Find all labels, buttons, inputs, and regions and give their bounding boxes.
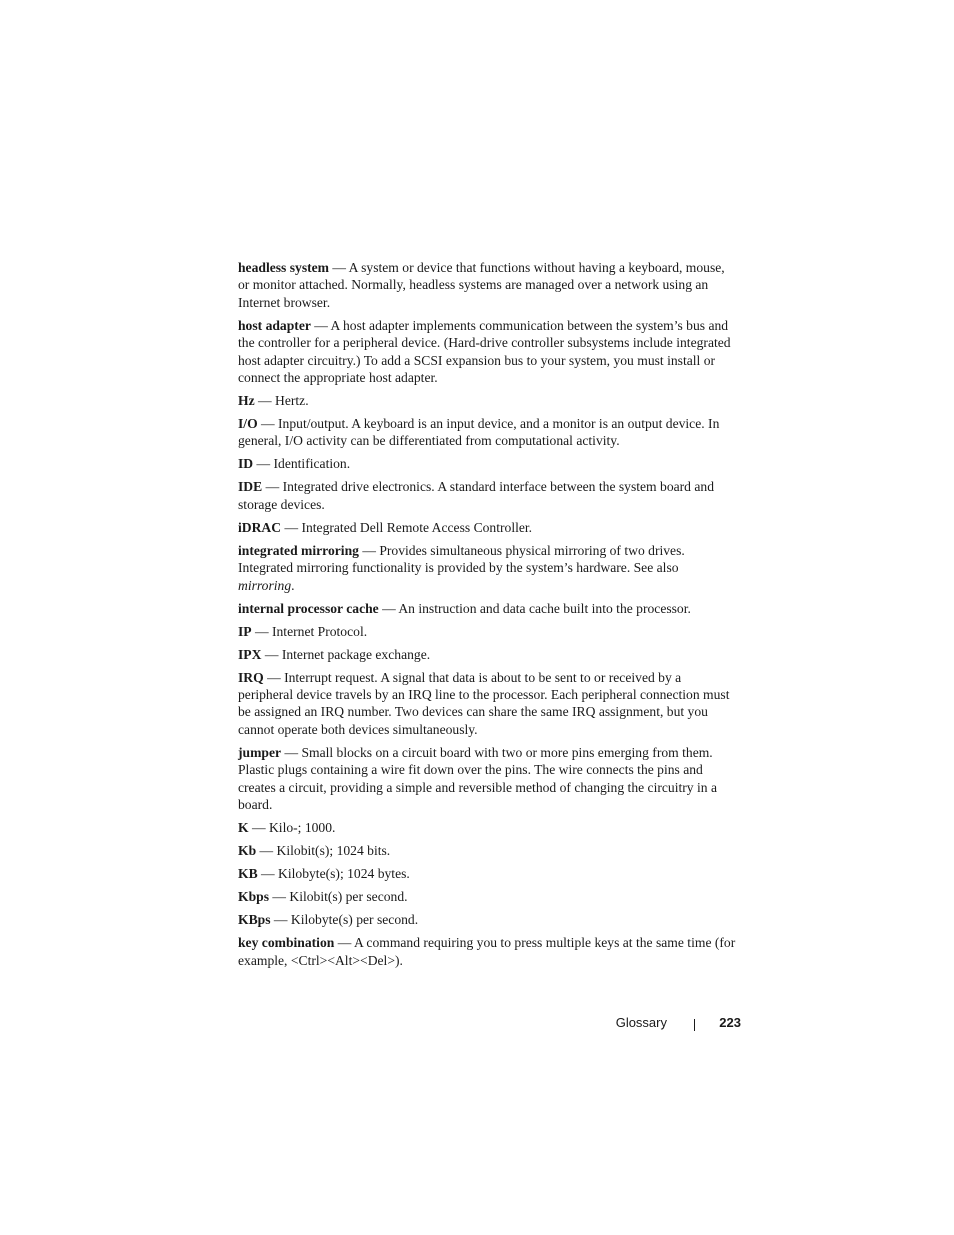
page-footer — [560, 1015, 741, 1035]
term: Kbps — [238, 889, 269, 905]
glossary-entry-io — [238, 415, 738, 450]
term: KB — [238, 866, 258, 882]
term: ID — [238, 456, 254, 472]
glossary-list — [238, 259, 738, 975]
glossary-entry-key-combination — [238, 934, 738, 969]
glossary-entry-hz — [238, 392, 738, 409]
glossary-entry-host-adapter — [238, 317, 738, 387]
glossary-entry-internal-processor-cache — [238, 600, 738, 617]
definition: — A host adapter implements communication between the system’s bus and the controller for a peripheral device. (Hard-drive controller subsystems include integrated host adapter circuitry.) To add a SCSI expansion bus to your system, you must install or connect the appropriate host adapter. — [238, 317, 731, 386]
see-also-reference: mirroring — [238, 577, 292, 593]
definition: — Input/output. A keyboard is an input device, and a monitor is an output device. In general, I/O activity can be differentiated from computational activity. — [238, 416, 720, 449]
glossary-entry-kb-bytes — [238, 865, 738, 882]
term: IP — [238, 623, 252, 639]
glossary-entry-ip — [238, 623, 738, 640]
term: internal processor cache — [238, 600, 379, 616]
term: headless system — [238, 260, 330, 275]
term: K — [238, 820, 249, 836]
definition: — Interrupt request. A signal that data is about to be sent to or received by a peripheral device travels by an IRQ line to the processor. Each peripheral connection must be assigned an IRQ number. Two devices can share the same IRQ assignment, but you cannot operate both devices simultaneously. — [238, 669, 730, 737]
definition: — Hertz. — [254, 393, 309, 409]
definition: — Internet package exchange. — [261, 646, 431, 662]
definition-end: . — [291, 577, 295, 593]
glossary-entry-jumper — [238, 744, 738, 814]
glossary-entry-id — [238, 455, 738, 472]
definition: — A command requiring you to press multiple keys at the same time (for example, <Ctrl><Alt><Del>). — [238, 935, 736, 968]
definition: — Integrated drive electronics. A standard interface between the system board and storage devices. — [238, 479, 715, 512]
definition: — Kilobit(s); 1024 bits. — [256, 843, 391, 859]
term: IPX — [238, 646, 262, 662]
glossary-entry-kb-bits — [238, 842, 738, 859]
definition: — An instruction and data cache built into the processor. — [378, 600, 691, 616]
term: key combination — [238, 935, 335, 951]
glossary-entry-irq — [238, 669, 738, 739]
definition: — A system or device that functions without having a keyboard, mouse, or monitor attached. Normally, headless systems are managed over a network using an Internet browser. — [238, 260, 725, 310]
glossary-entry-ide — [238, 478, 738, 513]
term: KBps — [238, 912, 271, 928]
term: IRQ — [238, 669, 264, 685]
glossary-entry-ipx — [238, 646, 738, 663]
glossary-entry-kbps-bytes — [238, 911, 738, 928]
term: host adapter — [238, 317, 311, 333]
term: IDE — [238, 479, 263, 495]
glossary-entry-integrated-mirroring — [238, 542, 738, 594]
glossary-entry-kbps-bits — [238, 888, 738, 905]
term: iDRAC — [238, 519, 282, 535]
glossary-entry-idrac — [238, 519, 738, 536]
term: I/O — [238, 416, 258, 432]
term: Hz — [238, 393, 255, 409]
definition: — Integrated Dell Remote Access Controller. — [281, 519, 533, 535]
definition: — Kilobit(s) per second. — [268, 889, 408, 905]
term: jumper — [238, 744, 282, 760]
definition: — Kilobyte(s); 1024 bytes. — [257, 866, 410, 882]
footer-section-title: Glossary — [615, 1015, 667, 1030]
term: integrated mirroring — [238, 542, 359, 558]
term: Kb — [238, 843, 257, 859]
definition: — Small blocks on a circuit board with two or more pins emerging from them. Plastic plugs containing a wire fit down over the pins. The wire connects the pins and creates a circuit, providing a simple and reversible method of changing the circuitry in a board. — [238, 744, 718, 813]
glossary-entry-k — [238, 819, 738, 836]
definition: — Kilobyte(s) per second. — [270, 912, 419, 928]
definition: — Identification. — [253, 456, 351, 472]
glossary-entry-headless-system — [238, 259, 738, 311]
footer-separator — [694, 1019, 695, 1031]
definition: — Provides simultaneous physical mirroring of two drives. Integrated mirroring functionality is provided by the system’s hardware. See also — [238, 542, 685, 576]
definition: — Internet Protocol. — [251, 623, 368, 639]
page-number: 223 — [719, 1015, 741, 1030]
definition: — Kilo-; 1000. — [248, 820, 336, 836]
